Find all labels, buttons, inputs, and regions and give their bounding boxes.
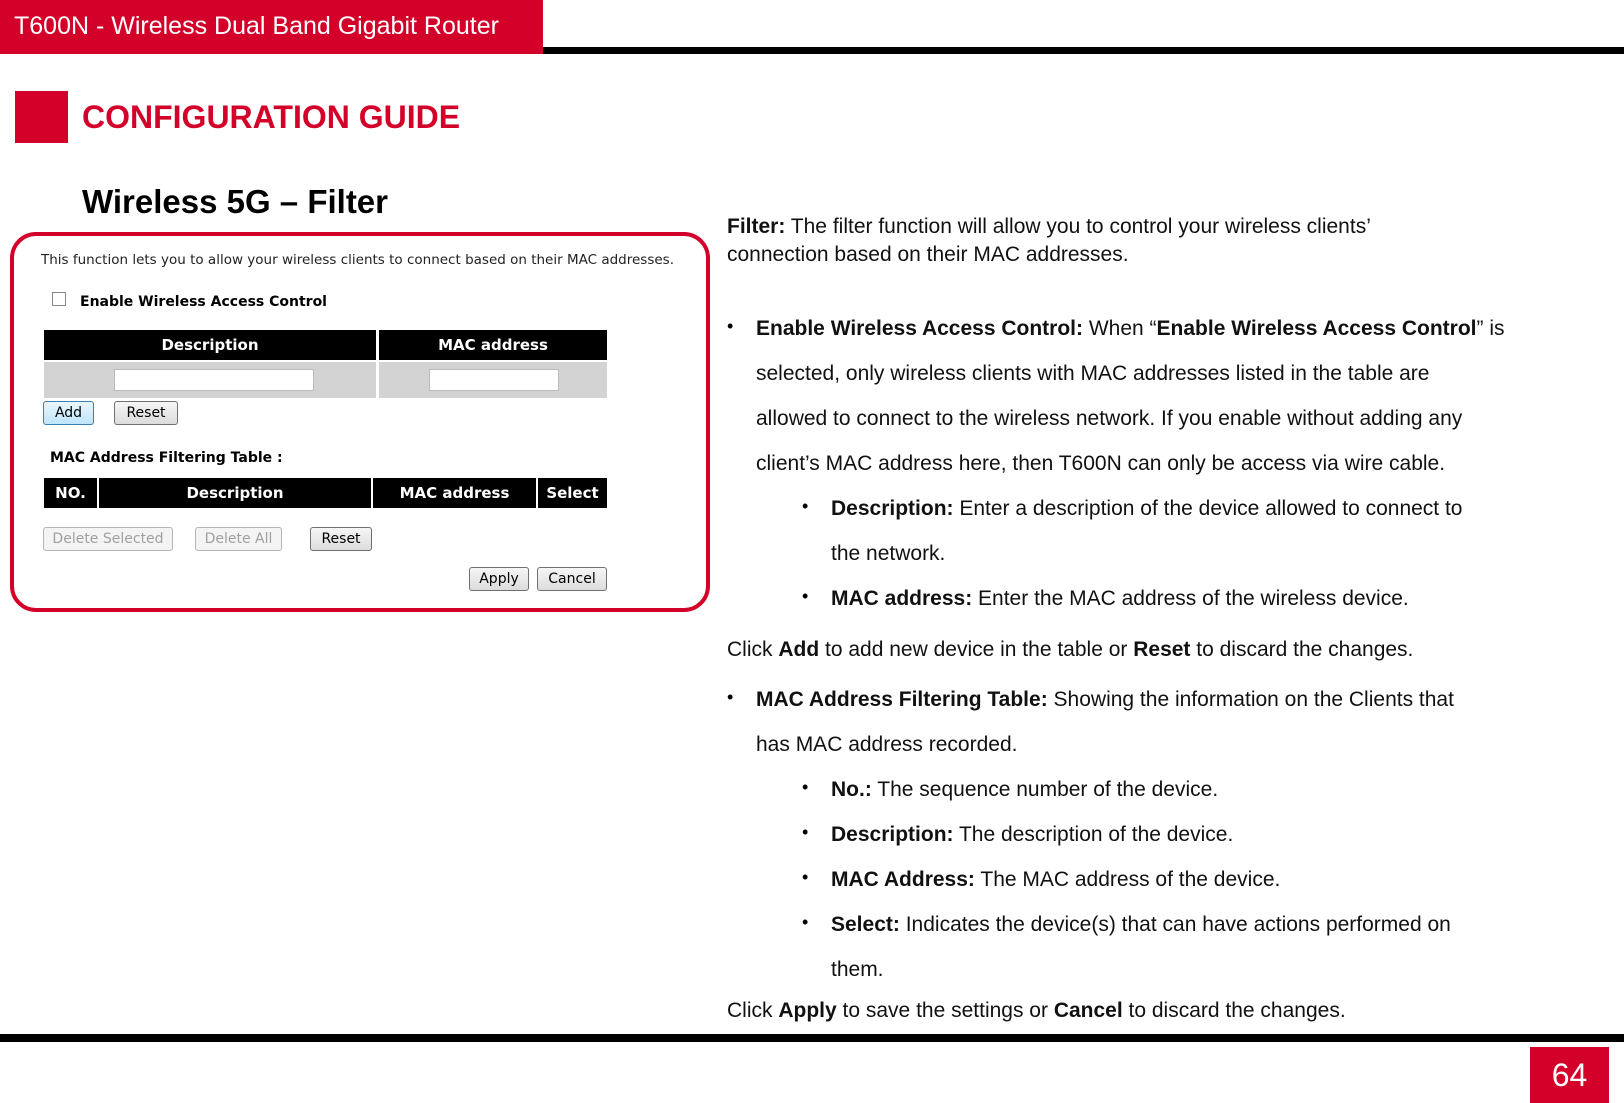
footer-rule: [0, 1034, 1624, 1042]
click-apply-text-2: to save the settings or: [836, 999, 1054, 1022]
enable-access-control-label: Enable Wireless Access Control: [80, 294, 327, 310]
bullet-description: •: [802, 496, 809, 516]
bullet-mac-address-2: •: [802, 867, 809, 887]
bullet-description-2: •: [802, 822, 809, 842]
filter-header-mac: MAC address: [373, 478, 536, 508]
select-text-1: Indicates the device(s) that can have actions performed on: [899, 913, 1451, 936]
filter-text-line-2: connection based on their MAC addresses.: [727, 243, 1129, 266]
select-paragraph: [831, 902, 1451, 992]
no-paragraph: [831, 767, 1218, 812]
ewac-label: Enable Wireless Access Control:: [756, 317, 1083, 340]
description-input[interactable]: [114, 369, 314, 391]
enable-access-control-checkbox[interactable]: [52, 292, 66, 306]
enable-access-control-row: [52, 294, 327, 310]
product-title: T600N - Wireless Dual Band Gigabit Router: [14, 12, 499, 40]
click-add-text-2: to add new device in the table or: [819, 638, 1134, 661]
description-2-text: The description of the device.: [953, 823, 1234, 846]
ewac-is: ” is: [1476, 317, 1505, 340]
click-apply-text-3: to discard the changes.: [1122, 999, 1346, 1022]
mac-address-input[interactable]: [429, 369, 559, 391]
ui-screenshot-frame: [10, 232, 710, 612]
header-rule: [543, 47, 1624, 54]
filter-header-select: Select: [538, 478, 607, 508]
filter-header-no: NO.: [44, 478, 97, 508]
bullet-ewac: •: [727, 316, 734, 336]
filter-text-line-1: The filter function will allow you to control your wireless clients’: [785, 215, 1371, 238]
filtering-table-text-2: has MAC address recorded.: [756, 733, 1018, 756]
filtering-table-label-doc: MAC Address Filtering Table:: [756, 688, 1048, 711]
filtering-table-label: MAC Address Filtering Table :: [50, 450, 283, 466]
no-text: The sequence number of the device.: [871, 778, 1219, 801]
add-button[interactable]: Add: [43, 401, 94, 425]
reset-button[interactable]: Reset: [114, 401, 178, 425]
bullet-filtering-table: •: [727, 687, 734, 707]
no-label: No.:: [831, 778, 872, 801]
bullet-select: •: [802, 912, 809, 932]
ewac-line-2: selected, only wireless clients with MAC addresses listed in the table are: [756, 362, 1430, 385]
bullet-no: •: [802, 777, 809, 797]
select-label: Select:: [831, 913, 900, 936]
input-header-mac: MAC address: [379, 330, 607, 360]
description-text-1: Enter a description of the device allowed to connect to: [953, 497, 1463, 520]
mac-address-label: MAC address:: [831, 587, 973, 610]
ewac-line-3: allowed to connect to the wireless network. If you enable without adding any: [756, 407, 1463, 430]
click-apply-text-1: Click: [727, 999, 779, 1022]
filter-intro-text: This function lets you to allow your wireless clients to connect based on their MAC addresses.: [41, 252, 674, 268]
mac-address-paragraph: [831, 576, 1409, 621]
section-title: Wireless 5G – Filter: [82, 183, 389, 220]
document-header-tab: [0, 0, 543, 54]
page-number: 64: [1530, 1047, 1609, 1103]
click-add-reset: Reset: [1133, 638, 1191, 661]
filtering-table-text-1: Showing the information on the Clients that: [1047, 688, 1454, 711]
description-label: Description:: [831, 497, 954, 520]
click-add-text-3: to discard the changes.: [1190, 638, 1414, 661]
reset-table-button[interactable]: Reset: [310, 527, 372, 551]
filter-header-description: Description: [99, 478, 371, 508]
ewac-quoted: Enable Wireless Access Control: [1156, 317, 1477, 340]
apply-button[interactable]: Apply: [469, 567, 529, 591]
description-text-2: the network.: [831, 542, 946, 565]
mac-address-text: Enter the MAC address of the wireless device.: [972, 587, 1409, 610]
mac-address-2-text: The MAC address of the device.: [974, 868, 1281, 891]
ewac-paragraph: [756, 306, 1505, 486]
click-add-add: Add: [778, 638, 820, 661]
input-header-description: Description: [44, 330, 376, 360]
filtering-table-paragraph: [756, 677, 1454, 767]
click-add-text-1: Click: [727, 638, 779, 661]
description-paragraph: [831, 486, 1463, 576]
filter-label: Filter:: [727, 215, 786, 238]
mac-address-2-label: MAC Address:: [831, 868, 975, 891]
click-apply-paragraph: [727, 996, 1346, 1026]
cancel-button[interactable]: Cancel: [537, 567, 607, 591]
click-apply-apply: Apply: [778, 999, 837, 1022]
ewac-when: When “: [1082, 317, 1157, 340]
bullet-mac-address: •: [802, 586, 809, 606]
ewac-line-4: client’s MAC address here, then T600N can only be access via wire cable.: [756, 452, 1446, 475]
click-add-paragraph: [727, 627, 1413, 672]
select-text-2: them.: [831, 958, 884, 981]
click-apply-cancel: Cancel: [1053, 999, 1123, 1022]
guide-marker-square: [15, 91, 68, 143]
filter-description: [727, 213, 1371, 269]
delete-selected-button[interactable]: Delete Selected: [43, 527, 173, 551]
description-2-paragraph: [831, 812, 1233, 857]
delete-all-button[interactable]: Delete All: [195, 527, 282, 551]
guide-title: CONFIGURATION GUIDE: [82, 99, 461, 135]
description-2-label: Description:: [831, 823, 954, 846]
mac-address-2-paragraph: [831, 857, 1280, 902]
